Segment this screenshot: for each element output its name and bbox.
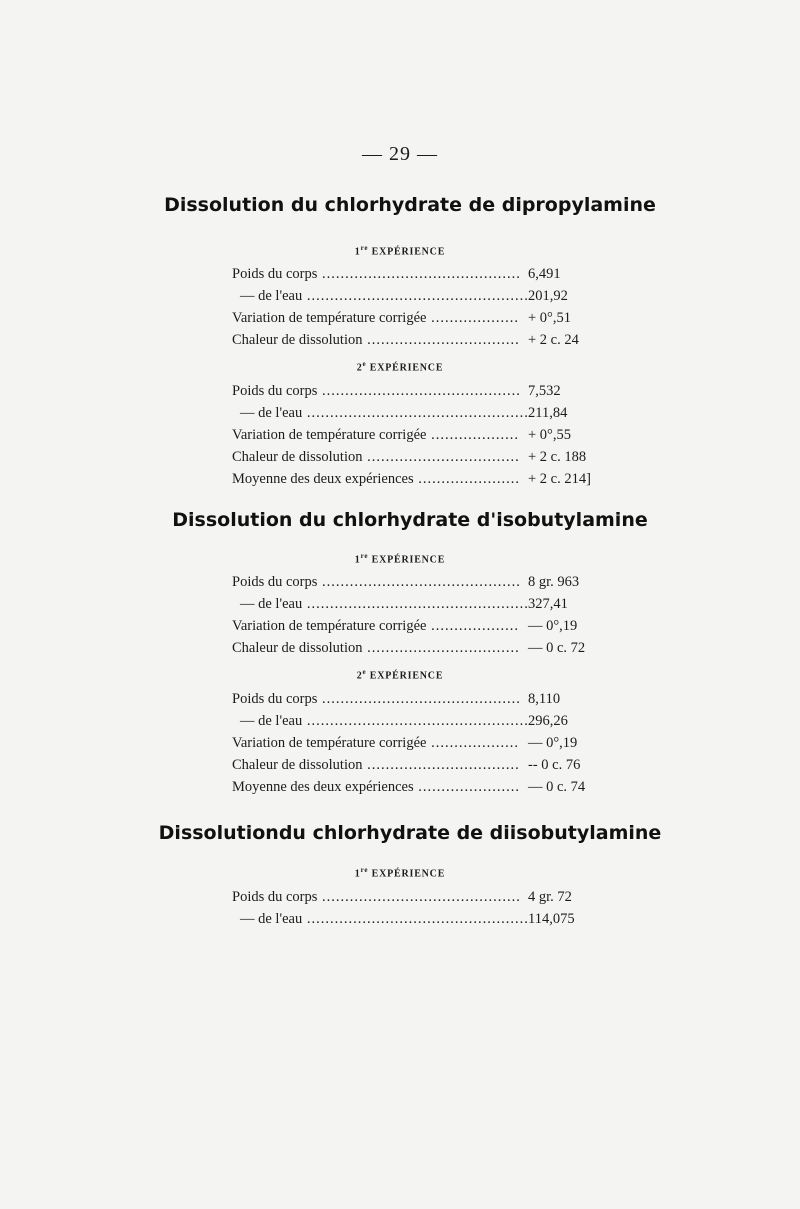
- data-row: Poids du corps ..... 4 gr. 72: [232, 886, 612, 908]
- data-row: — de l'eau ..... 211,84: [232, 402, 612, 424]
- data-row: Poids du corps ..... 7,532: [232, 380, 612, 402]
- data-row: Variation de température corrigée ..... — 0°,19: [232, 732, 612, 754]
- data-row: Variation de température corrigée ..... + 0°,55: [232, 424, 612, 446]
- experiment-heading: 1re EXPÉRIENCE: [354, 866, 446, 880]
- data-row: — de l'eau ..... 296,26: [232, 710, 612, 732]
- data-row: — de l'eau ..... 327,41: [232, 593, 612, 615]
- experiment-heading: 2e EXPÉRIENCE: [356, 360, 444, 374]
- section-title: Dissolution du chlorhydrate de dipropylamine: [164, 194, 656, 216]
- data-row: Poids du corps ..... 6,491: [232, 263, 612, 285]
- data-row: Chaleur de dissolution ..... -- 0 c. 76: [232, 754, 612, 776]
- data-row: Variation de température corrigée ..... — 0°,19: [232, 615, 612, 637]
- data-row: Chaleur de dissolution ..... — 0 c. 72: [232, 637, 612, 659]
- data-row: — de l'eau ..... 201,92: [232, 285, 612, 307]
- experiment-heading: 1re EXPÉRIENCE: [354, 552, 446, 566]
- data-row: Poids du corps ..... 8,110: [232, 688, 612, 710]
- experiment-heading: 2e EXPÉRIENCE: [356, 668, 444, 682]
- data-row: Poids du corps ..... 8 gr. 963: [232, 571, 612, 593]
- section-title: Dissolutiondu chlorhydrate de diisobutylamine: [158, 822, 662, 844]
- section-title: Dissolution du chlorhydrate d'isobutylamine: [172, 509, 648, 531]
- page-number: — 29 —: [362, 143, 438, 165]
- data-row: Moyenne des deux expériences ..... + 2 c. 214]: [232, 468, 612, 490]
- data-row: Chaleur de dissolution ..... + 2 c. 188: [232, 446, 612, 468]
- data-row: — de l'eau ..... 114,075: [232, 908, 612, 930]
- data-row: Variation de température corrigée ..... + 0°,51: [232, 307, 612, 329]
- experiment-heading: 1re EXPÉRIENCE: [354, 244, 446, 258]
- data-row: Moyenne des deux expériences ..... — 0 c. 74: [232, 776, 612, 798]
- data-row: Chaleur de dissolution ..... + 2 c. 24: [232, 329, 612, 351]
